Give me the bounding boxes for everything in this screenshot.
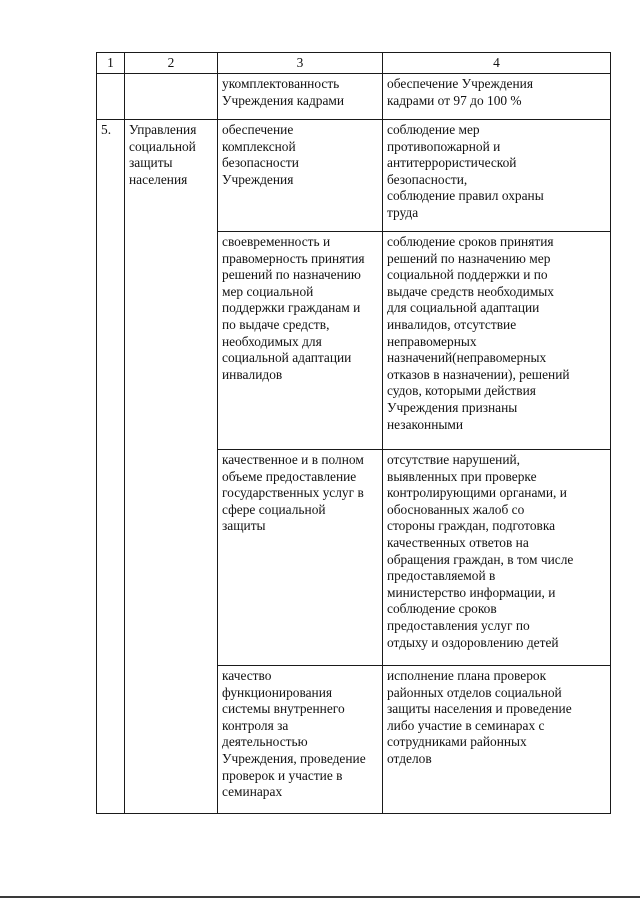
criterion-text: своевременность и правомерность принятия решений по назначению мер социальной поддержки гражданам и по выдаче средств, необходимых для социальной адаптации инвалидов — [222, 234, 365, 382]
criterion-cell — [218, 450, 383, 666]
table-row — [97, 120, 611, 232]
indicator-text: отсутствие нарушений, выявленных при проверке контролирующими органами, и обоснованных жалоб со стороны граждан, подготовка качественных ответов на обращения граждан, в том числе предоставляемой в министерство информации, и соблюдение сроков предоставления услуг по отдыху и оздоровлению детей — [387, 452, 574, 650]
subject-text: Управления социальной защиты населения — [129, 122, 197, 187]
indicator-text: исполнение плана проверок районных отделов социальной защиты населения и проведение либо участие в семинарах с сотрудниками районных отделов — [387, 668, 572, 766]
indicator-cell — [383, 232, 611, 450]
column-header-4: 4 — [383, 53, 611, 74]
criterion-cell — [218, 666, 383, 814]
table-header-row — [97, 53, 611, 74]
indicator-cell — [383, 120, 611, 232]
criterion-text: укомплектованность Учреждения кадрами — [222, 76, 345, 108]
row-number-cell — [97, 120, 125, 814]
indicator-cell — [383, 450, 611, 666]
table-row — [97, 74, 611, 120]
column-header-2: 2 — [125, 53, 218, 74]
indicator-text: обеспечение Учреждения кадрами от 97 до 100 % — [387, 76, 533, 108]
indicator-text: соблюдение мер противопожарной и антитеррористической безопасности, соблюдение правил охраны труда — [387, 122, 544, 220]
scan-edge-line — [0, 896, 640, 898]
column-header-1: 1 — [97, 53, 125, 74]
row-number-cell — [97, 74, 125, 120]
indicator-text: соблюдение сроков принятия решений по назначению мер социальной поддержки и по выдаче средств необходимых для социальной адаптации инвалидов, отсутствие неправомерных назначений(неправомерных отказов в назначении), решений судов, которыми действия Учреждения признаны незаконными — [387, 234, 570, 432]
subject-cell — [125, 120, 218, 814]
indicator-cell — [383, 666, 611, 814]
criterion-text: обеспечение комплексной безопасности Учреждения — [222, 122, 299, 187]
criterion-text: качество функционирования системы внутреннего контроля за деятельностью Учреждения, проведение проверок и участие в семинарах — [222, 668, 366, 800]
subject-cell — [125, 74, 218, 120]
criteria-table — [96, 52, 611, 814]
row-number: 5. — [101, 122, 112, 137]
criterion-cell — [218, 232, 383, 450]
criterion-cell — [218, 74, 383, 120]
indicator-cell — [383, 74, 611, 120]
column-header-3: 3 — [218, 53, 383, 74]
criterion-cell — [218, 120, 383, 232]
criterion-text: качественное и в полном объеме предоставление государственных услуг в сфере социальной защиты — [222, 452, 364, 534]
